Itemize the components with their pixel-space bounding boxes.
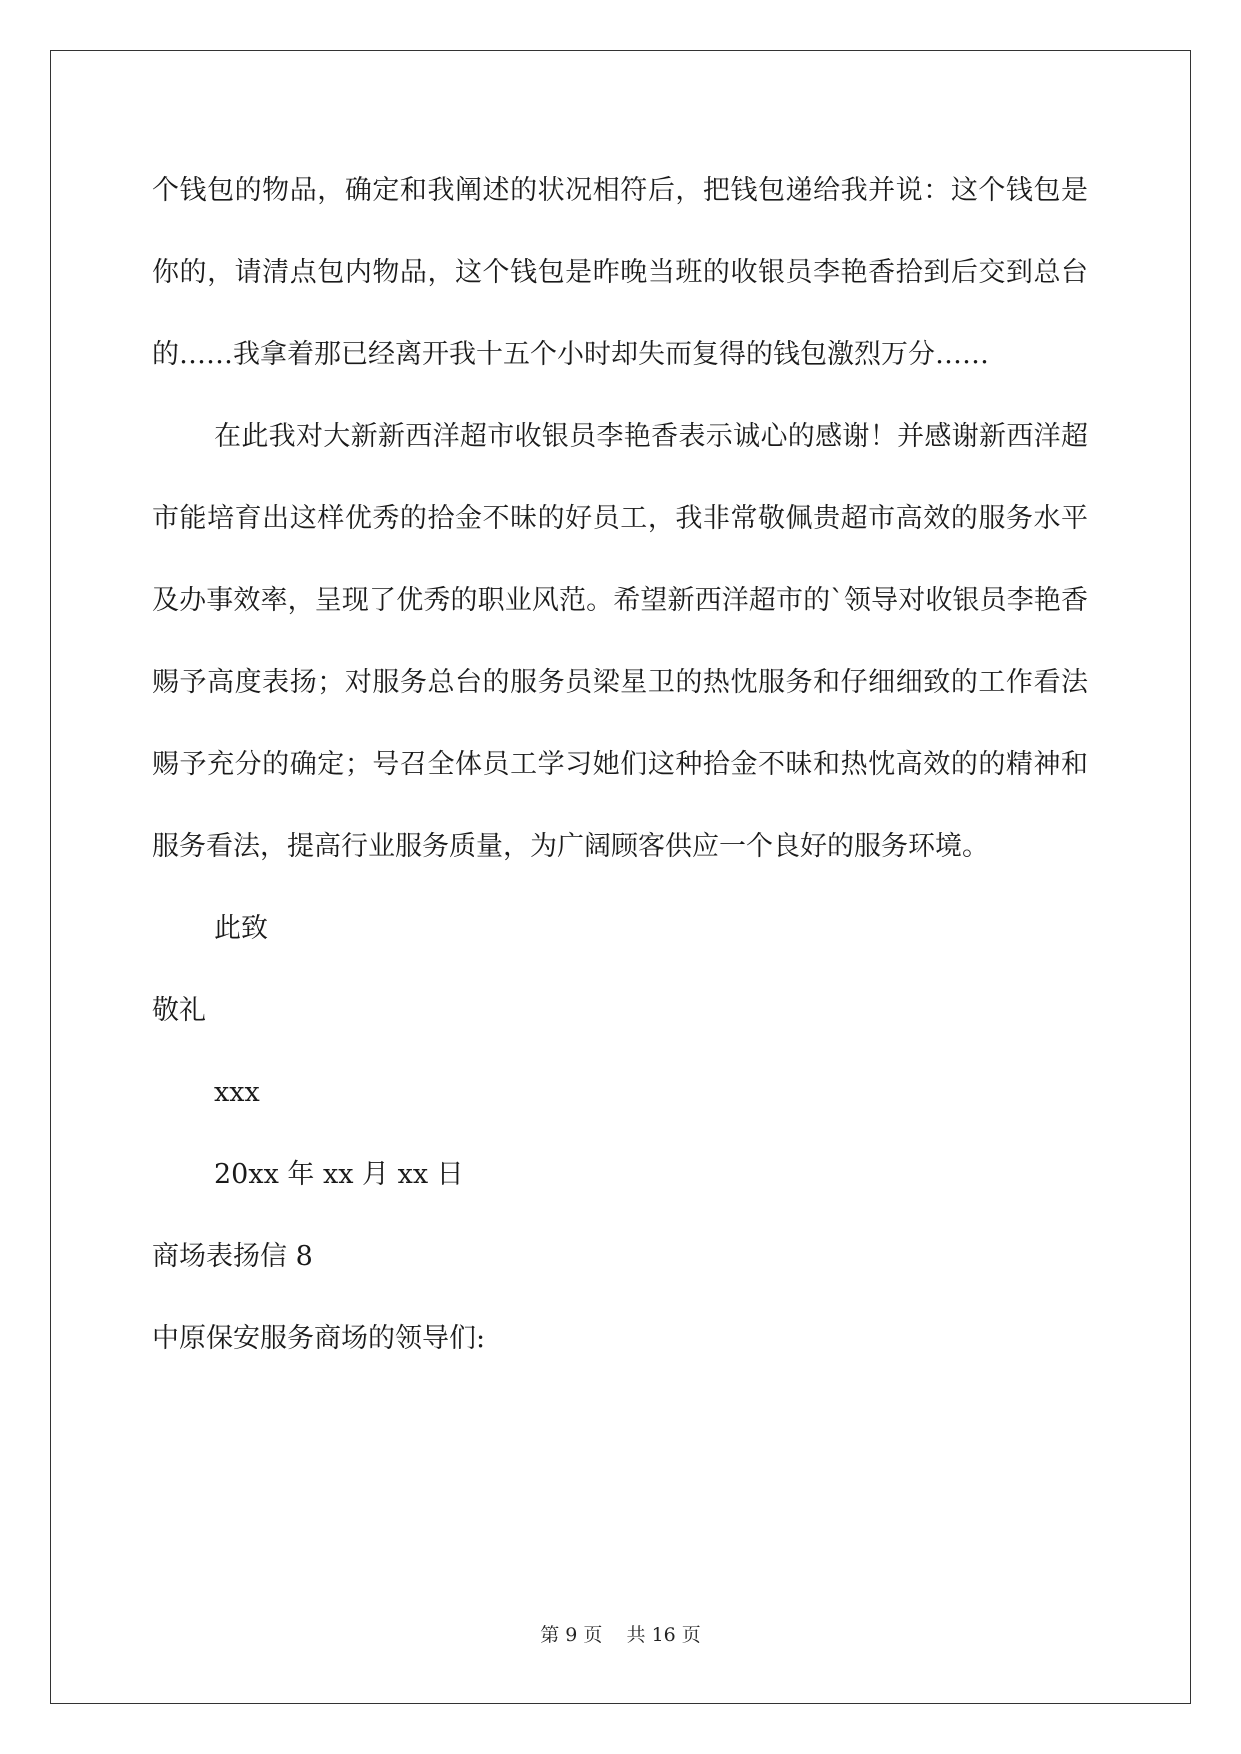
paragraph-thanks: 在此我对大新新西洋超市收银员李艳香表示诚心的感谢！并感谢新西洋超市能培育出这样优秀的拾金不昧的好员工，我非常敬佩贵超市高效的服务水平及办事效率，呈现了优秀的职业风范。希望新西洋超市的`领导对收银员李艳香赐予高度表扬；对服务总台的服务员梁星卫的热忱服务和仔细细致的工作看法赐予充分的确定；号召全体员工学习她们这种拾金不昧和热忱高效的的精神和服务看法，提高行业服务质量，为广阔顾客供应一个良好的服务环境。 (152, 421, 1088, 862)
page-footer (0, 1620, 1241, 1647)
paragraph-wallet-return: 个钱包的物品，确定和我阐述的状况相符后，把钱包递给我并说：这个钱包是你的，请清点包内物品，这个钱包是昨晚当班的收银员李艳香拾到后交到总台的……我拿着那已经离开我十五个小时却失而复得的钱包激烈万分…… (152, 175, 1088, 370)
closing-salutation: 此致 (214, 913, 268, 944)
letter-greeting: 中原保安服务商场的领导们: (152, 1323, 486, 1354)
section-heading: 商场表扬信 8 (152, 1241, 313, 1272)
signature-name: xxx (214, 1077, 260, 1108)
document-body (152, 150, 1088, 1380)
closing-regards: 敬礼 (152, 995, 206, 1026)
signature-date: 20xx 年 xx 月 xx 日 (214, 1159, 464, 1190)
page-total: 共 16 页 (626, 1624, 701, 1646)
page-number: 第 9 页 (540, 1624, 603, 1646)
